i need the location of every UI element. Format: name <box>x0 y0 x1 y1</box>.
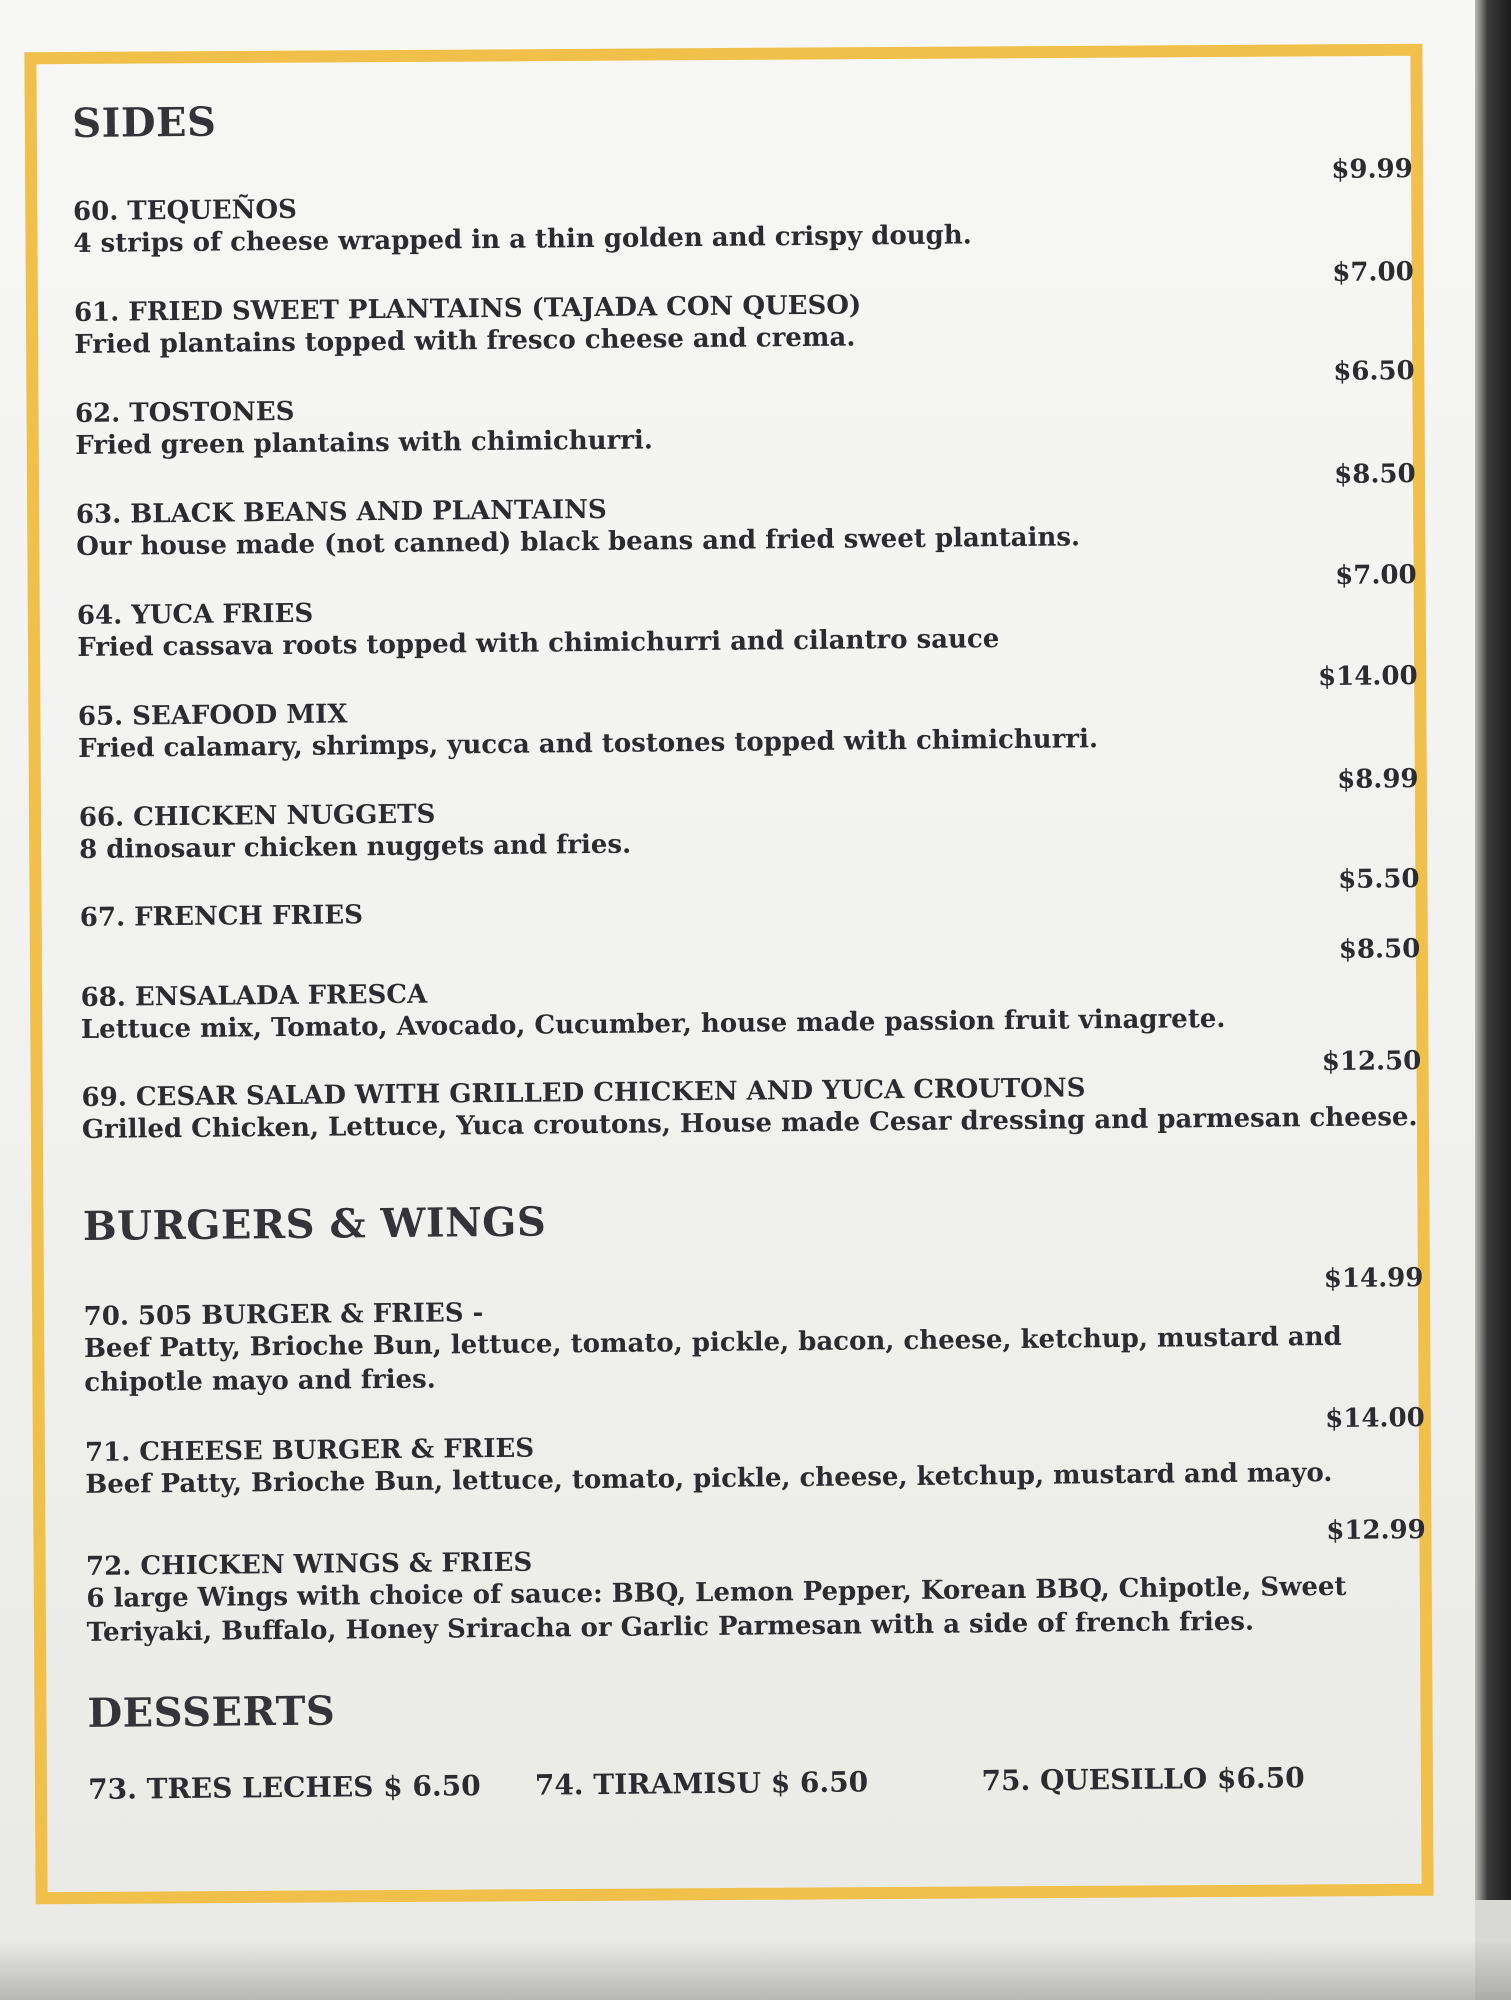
item-name: 62. TOSTONES <box>74 396 295 429</box>
item-description: Our house made (not canned) black beans and fried sweet plantains. <box>76 522 1081 562</box>
sides-heading: SIDES <box>72 98 217 147</box>
menu-item <box>78 764 1420 881</box>
sides-list <box>72 154 1423 1173</box>
menu-item <box>79 864 1420 949</box>
item-description: Fried cassava roots topped with chimichurri and cilantro sauce <box>77 624 1000 663</box>
item-name: 68. ENSALADA FRESCA <box>80 979 428 1013</box>
dessert-item: 74. TIRAMISU $ 6.50 <box>534 1765 869 1802</box>
item-description: Grilled Chicken, Lettuce, Yuca croutons, House made Cesar dressing and parmesan cheese. <box>81 1102 1418 1145</box>
menu-item <box>80 936 1421 1059</box>
item-description: 8 dinosaur chicken nuggets and fries. <box>79 829 632 865</box>
item-name: 71. CHEESE BURGER & FRIES <box>84 1433 535 1468</box>
item-price: $8.50 <box>1334 459 1416 490</box>
burgers-heading: BURGERS & WINGS <box>82 1198 547 1250</box>
item-description: 4 strips of cheese wrapped in a thin golden and crispy dough. <box>73 220 972 259</box>
table-edge <box>1475 0 1511 1900</box>
menu-item <box>72 154 1414 276</box>
item-price: $7.00 <box>1335 560 1417 591</box>
item-name: 66. CHICKEN NUGGETS <box>78 799 436 833</box>
item-price: $14.99 <box>1323 1263 1424 1295</box>
dessert-item: 73. TRES LECHES $ 6.50 <box>88 1769 481 1806</box>
item-name: 63. BLACK BEANS AND PLANTAINS <box>75 494 607 530</box>
menu-item <box>75 459 1417 579</box>
desserts-heading: DESSERTS <box>87 1687 336 1737</box>
item-price: $5.50 <box>1337 864 1420 895</box>
bottom-shadow <box>0 1940 1511 2000</box>
item-price: $9.99 <box>1331 154 1413 185</box>
item-description: Fried green plantains with chimichurri. <box>75 425 654 461</box>
item-price: $8.50 <box>1338 934 1421 965</box>
item-description: Beef Patty, Brioche Bun, lettuce, tomato, pickle, cheese, ketchup, mustard and mayo. <box>85 1457 1333 1500</box>
item-name: 60. TEQUEÑOS <box>72 194 297 227</box>
menu-item <box>81 1046 1422 1173</box>
menu-item <box>86 1509 1427 1672</box>
dessert-item: 75. QUESILLO $6.50 <box>981 1761 1305 1798</box>
item-name: 69. CESAR SALAD WITH GRILLED CHICKEN AND YUCA CROUTONS <box>81 1073 1086 1113</box>
item-price: $14.00 <box>1317 661 1418 693</box>
menu-item <box>73 257 1415 377</box>
item-price: $7.00 <box>1332 257 1414 288</box>
menu-item <box>74 356 1416 478</box>
menu-item <box>85 1399 1426 1522</box>
item-price: $8.99 <box>1337 764 1419 795</box>
menu-item <box>77 661 1419 781</box>
item-name: 72. CHICKEN WINGS & FRIES <box>85 1547 533 1582</box>
item-price: $6.50 <box>1333 356 1415 387</box>
item-price: $12.50 <box>1321 1046 1422 1078</box>
item-name: 65. SEAFOOD MIX <box>77 699 348 732</box>
item-description: Fried calamary, shrimps, yucca and tostones topped with chimichurri. <box>78 724 1099 764</box>
menu-item <box>83 1249 1424 1412</box>
item-description: Lettuce mix, Tomato, Avocado, Cucumber, house made passion fruit vinagrete. <box>80 1003 1226 1045</box>
item-name: 70. 505 BURGER & FRIES - <box>83 1298 484 1332</box>
item-description: 6 large Wings with choice of sauce: BBQ, Lemon Pepper, Korean BBQ, Chipotle, Sweet Teriyaki, Buffalo, Honey Sriracha or Garlic Parmesan with a side of french fries. <box>86 1571 1347 1648</box>
menu-content <box>72 87 1428 1806</box>
item-price: $12.99 <box>1326 1515 1426 1547</box>
burgers-list <box>83 1249 1427 1672</box>
item-description: Fried plantains topped with fresco cheese and crema. <box>74 322 856 360</box>
menu-item <box>76 560 1418 680</box>
item-description: Beef Patty, Brioche Bun, lettuce, tomato, pickle, bacon, cheese, ketchup, mustard and chipotle mayo and fries. <box>83 1321 1342 1398</box>
item-name: 61. FRIED SWEET PLANTAINS (TAJADA CON QUESO) <box>73 290 862 328</box>
item-name: 67. FRENCH FRIES <box>79 900 364 933</box>
item-name: 64. YUCA FRIES <box>76 598 314 631</box>
item-price: $14.00 <box>1325 1403 1425 1435</box>
